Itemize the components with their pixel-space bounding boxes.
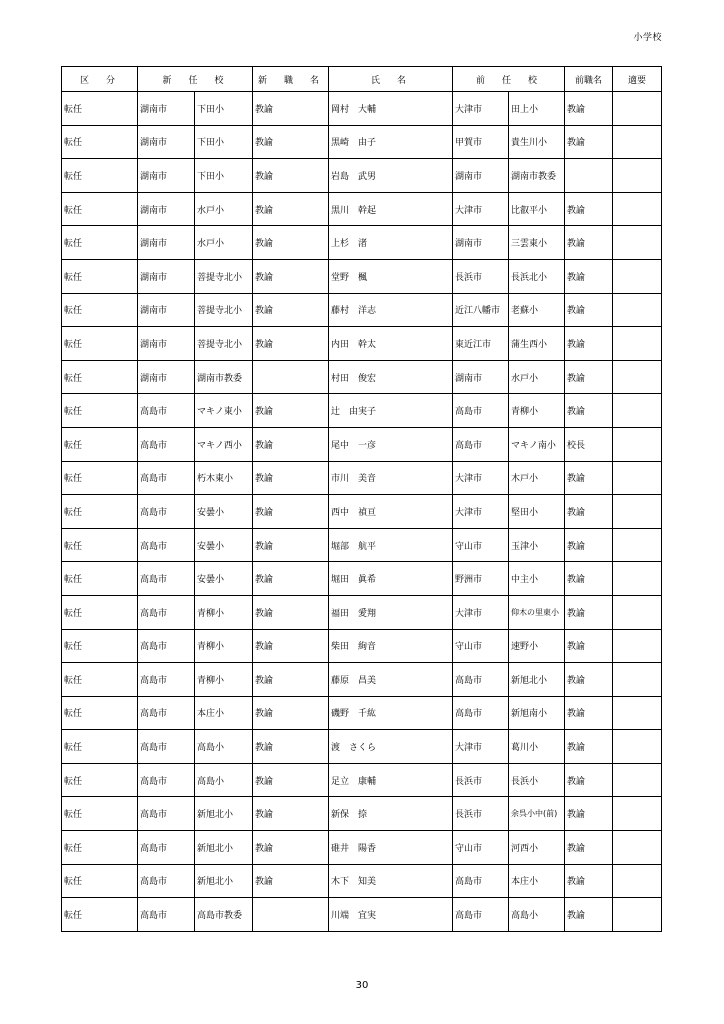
cell-remarks <box>613 92 662 126</box>
cell-remarks <box>613 293 662 327</box>
cell-previous-city: 東近江市 <box>453 327 509 361</box>
cell-previous-city: 湖南市 <box>453 360 509 394</box>
cell-name: 村田 俊宏 <box>329 360 453 394</box>
cell-previous-city: 湖南市 <box>453 159 509 193</box>
cell-category: 転任 <box>62 293 138 327</box>
cell-new-school: 高島小 <box>195 763 253 797</box>
table-row <box>62 293 662 327</box>
column-header-new-school: 新 任 校 <box>138 67 253 92</box>
cell-previous-city: 大津市 <box>453 192 509 226</box>
cell-new-school: 湖南市教委 <box>195 360 253 394</box>
table-row <box>62 495 662 529</box>
cell-new-school: 菩提寺北小 <box>195 327 253 361</box>
cell-category: 転任 <box>62 92 138 126</box>
table-body <box>62 92 662 932</box>
cell-name: 黒崎 由子 <box>329 125 453 159</box>
cell-new-school: 高島小 <box>195 730 253 764</box>
personnel-transfer-table <box>61 66 662 932</box>
cell-previous-position: 教諭 <box>565 864 613 898</box>
cell-new-position: 教諭 <box>253 495 329 529</box>
table-row <box>62 797 662 831</box>
cell-previous-school: 堅田小 <box>509 495 565 529</box>
cell-name: 新保 捺 <box>329 797 453 831</box>
cell-remarks <box>613 898 662 932</box>
cell-new-position: 教諭 <box>253 797 329 831</box>
column-header-name: 氏 名 <box>329 67 453 92</box>
cell-name: 堂野 楓 <box>329 259 453 293</box>
cell-previous-school: 三雲東小 <box>509 226 565 260</box>
table-row <box>62 696 662 730</box>
cell-remarks <box>613 864 662 898</box>
cell-category: 転任 <box>62 394 138 428</box>
table-row <box>62 394 662 428</box>
cell-remarks <box>613 226 662 260</box>
cell-new-school: 高島市教委 <box>195 898 253 932</box>
cell-previous-school: 水戸小 <box>509 360 565 394</box>
cell-previous-school: 余呉小中(前) <box>509 797 565 831</box>
cell-remarks <box>613 797 662 831</box>
cell-new-city: 湖南市 <box>138 259 195 293</box>
cell-new-position: 教諭 <box>253 159 329 193</box>
cell-previous-position: 教諭 <box>565 360 613 394</box>
cell-new-school: 安曇小 <box>195 495 253 529</box>
cell-previous-city: 高島市 <box>453 663 509 697</box>
cell-new-position: 教諭 <box>253 763 329 797</box>
cell-category: 転任 <box>62 528 138 562</box>
cell-name: 西中 禎亘 <box>329 495 453 529</box>
table-row <box>62 92 662 126</box>
cell-name: 足立 康輔 <box>329 763 453 797</box>
cell-new-city: 高島市 <box>138 461 195 495</box>
cell-previous-position: 教諭 <box>565 663 613 697</box>
cell-remarks <box>613 562 662 596</box>
column-header-category: 区 分 <box>62 67 138 92</box>
cell-category: 転任 <box>62 730 138 764</box>
cell-previous-school: 蒲生西小 <box>509 327 565 361</box>
cell-new-position: 教諭 <box>253 259 329 293</box>
cell-category: 転任 <box>62 763 138 797</box>
cell-name: 福田 愛翔 <box>329 595 453 629</box>
cell-name: 岩島 武男 <box>329 159 453 193</box>
cell-category: 転任 <box>62 360 138 394</box>
cell-new-position: 教諭 <box>253 427 329 461</box>
cell-category: 転任 <box>62 663 138 697</box>
cell-name: 渡 さくら <box>329 730 453 764</box>
cell-previous-school: 貴生川小 <box>509 125 565 159</box>
cell-previous-position: 教諭 <box>565 595 613 629</box>
table-row <box>62 763 662 797</box>
column-header-new-position: 新 職 名 <box>253 67 329 92</box>
cell-category: 転任 <box>62 125 138 159</box>
cell-previous-position: 教諭 <box>565 394 613 428</box>
cell-previous-school: 葛川小 <box>509 730 565 764</box>
cell-new-city: 高島市 <box>138 763 195 797</box>
cell-category: 転任 <box>62 797 138 831</box>
cell-new-school: マキノ東小 <box>195 394 253 428</box>
cell-previous-position: 教諭 <box>565 629 613 663</box>
cell-new-city: 湖南市 <box>138 293 195 327</box>
cell-previous-position: 教諭 <box>565 562 613 596</box>
cell-category: 転任 <box>62 226 138 260</box>
cell-previous-city: 大津市 <box>453 495 509 529</box>
cell-previous-school: 中主小 <box>509 562 565 596</box>
table-row <box>62 159 662 193</box>
table-row <box>62 427 662 461</box>
cell-name: 川端 宜実 <box>329 898 453 932</box>
cell-new-position: 教諭 <box>253 696 329 730</box>
cell-new-position: 教諭 <box>253 327 329 361</box>
cell-previous-school: 本庄小 <box>509 864 565 898</box>
cell-new-position: 教諭 <box>253 293 329 327</box>
cell-previous-position: 教諭 <box>565 730 613 764</box>
cell-previous-position: 教諭 <box>565 293 613 327</box>
cell-remarks <box>613 125 662 159</box>
cell-previous-position: 教諭 <box>565 763 613 797</box>
cell-remarks <box>613 327 662 361</box>
cell-previous-school: 木戸小 <box>509 461 565 495</box>
cell-previous-school: 長浜小 <box>509 763 565 797</box>
cell-new-school: 青柳小 <box>195 595 253 629</box>
cell-previous-city: 野洲市 <box>453 562 509 596</box>
cell-new-city: 高島市 <box>138 696 195 730</box>
cell-category: 転任 <box>62 831 138 865</box>
cell-previous-position: 教諭 <box>565 831 613 865</box>
cell-previous-city: 守山市 <box>453 629 509 663</box>
cell-category: 転任 <box>62 864 138 898</box>
column-header-previous-school: 前 任 校 <box>453 67 565 92</box>
cell-new-city: 高島市 <box>138 562 195 596</box>
cell-previous-city: 湖南市 <box>453 226 509 260</box>
cell-new-position: 教諭 <box>253 864 329 898</box>
table-row <box>62 192 662 226</box>
cell-previous-school: 新旭南小 <box>509 696 565 730</box>
cell-previous-school: 田上小 <box>509 92 565 126</box>
school-category-label: 小学校 <box>633 33 662 43</box>
cell-previous-school: マキノ南小 <box>509 427 565 461</box>
cell-name: 堀部 航平 <box>329 528 453 562</box>
cell-new-school: 朽木東小 <box>195 461 253 495</box>
cell-name: 藤原 昌美 <box>329 663 453 697</box>
column-header-previous-position: 前職名 <box>565 67 613 92</box>
cell-new-school: 新旭北小 <box>195 797 253 831</box>
cell-previous-position: 校長 <box>565 427 613 461</box>
cell-previous-position: 教諭 <box>565 192 613 226</box>
table-row <box>62 226 662 260</box>
cell-previous-city: 近江八幡市 <box>453 293 509 327</box>
cell-new-city: 高島市 <box>138 663 195 697</box>
cell-new-school: 水戸小 <box>195 192 253 226</box>
cell-previous-position: 教諭 <box>565 125 613 159</box>
cell-remarks <box>613 595 662 629</box>
cell-new-position: 教諭 <box>253 461 329 495</box>
cell-remarks <box>613 528 662 562</box>
cell-category: 転任 <box>62 159 138 193</box>
cell-new-city: 高島市 <box>138 864 195 898</box>
cell-previous-school: 河西小 <box>509 831 565 865</box>
cell-previous-school: 長浜北小 <box>509 259 565 293</box>
cell-new-position: 教諭 <box>253 595 329 629</box>
cell-previous-position: 教諭 <box>565 898 613 932</box>
cell-name: 木下 知美 <box>329 864 453 898</box>
cell-new-city: 湖南市 <box>138 125 195 159</box>
cell-new-position: 教諭 <box>253 125 329 159</box>
cell-name: 藤村 洋志 <box>329 293 453 327</box>
cell-new-school: 下田小 <box>195 92 253 126</box>
cell-previous-position: 教諭 <box>565 92 613 126</box>
cell-previous-position: 教諭 <box>565 696 613 730</box>
cell-new-school: 水戸小 <box>195 226 253 260</box>
cell-new-school: 新旭北小 <box>195 864 253 898</box>
cell-previous-position <box>565 159 613 193</box>
table-row <box>62 898 662 932</box>
cell-remarks <box>613 394 662 428</box>
cell-previous-city: 大津市 <box>453 595 509 629</box>
cell-name: 岡村 大輔 <box>329 92 453 126</box>
cell-name: 辻 由実子 <box>329 394 453 428</box>
cell-new-school: 青柳小 <box>195 663 253 697</box>
cell-previous-city: 高島市 <box>453 696 509 730</box>
cell-previous-position: 教諭 <box>565 495 613 529</box>
column-header-remarks: 適要 <box>613 67 662 92</box>
cell-remarks <box>613 763 662 797</box>
table-header-row <box>62 67 662 92</box>
cell-category: 転任 <box>62 898 138 932</box>
cell-category: 転任 <box>62 259 138 293</box>
table-row <box>62 864 662 898</box>
cell-name: 碓井 陽香 <box>329 831 453 865</box>
cell-new-school: 青柳小 <box>195 629 253 663</box>
cell-previous-school: 青柳小 <box>509 394 565 428</box>
cell-new-city: 湖南市 <box>138 159 195 193</box>
cell-name: 磯野 千紘 <box>329 696 453 730</box>
table-row <box>62 360 662 394</box>
cell-category: 転任 <box>62 562 138 596</box>
cell-previous-city: 長浜市 <box>453 763 509 797</box>
cell-new-position: 教諭 <box>253 226 329 260</box>
cell-new-school: 安曇小 <box>195 528 253 562</box>
cell-previous-position: 教諭 <box>565 461 613 495</box>
cell-previous-city: 長浜市 <box>453 259 509 293</box>
cell-new-school: マキノ西小 <box>195 427 253 461</box>
cell-remarks <box>613 461 662 495</box>
cell-remarks <box>613 192 662 226</box>
cell-new-position: 教諭 <box>253 562 329 596</box>
cell-new-position: 教諭 <box>253 394 329 428</box>
cell-previous-city: 大津市 <box>453 461 509 495</box>
cell-name: 堀田 眞希 <box>329 562 453 596</box>
cell-new-school: 安曇小 <box>195 562 253 596</box>
cell-previous-school: 新旭北小 <box>509 663 565 697</box>
cell-previous-city: 大津市 <box>453 92 509 126</box>
table-row <box>62 562 662 596</box>
cell-remarks <box>613 730 662 764</box>
table-row <box>62 663 662 697</box>
cell-category: 転任 <box>62 696 138 730</box>
cell-new-city: 湖南市 <box>138 92 195 126</box>
cell-remarks <box>613 360 662 394</box>
cell-previous-city: 大津市 <box>453 730 509 764</box>
cell-previous-city: 高島市 <box>453 427 509 461</box>
cell-previous-school: 高島小 <box>509 898 565 932</box>
cell-name: 内田 幹太 <box>329 327 453 361</box>
cell-new-city: 湖南市 <box>138 192 195 226</box>
cell-category: 転任 <box>62 629 138 663</box>
cell-remarks <box>613 495 662 529</box>
table-row <box>62 528 662 562</box>
cell-name: 黒川 幹起 <box>329 192 453 226</box>
cell-remarks <box>613 427 662 461</box>
cell-previous-city: 高島市 <box>453 864 509 898</box>
table-row <box>62 125 662 159</box>
cell-remarks <box>613 663 662 697</box>
cell-new-school: 新旭北小 <box>195 831 253 865</box>
cell-new-position: 教諭 <box>253 528 329 562</box>
cell-previous-position: 教諭 <box>565 528 613 562</box>
cell-remarks <box>613 629 662 663</box>
cell-new-city: 湖南市 <box>138 327 195 361</box>
table-row <box>62 629 662 663</box>
cell-category: 転任 <box>62 192 138 226</box>
cell-category: 転任 <box>62 427 138 461</box>
cell-previous-city: 高島市 <box>453 394 509 428</box>
table-row <box>62 595 662 629</box>
cell-previous-school: 湖南市教委 <box>509 159 565 193</box>
cell-new-school: 本庄小 <box>195 696 253 730</box>
cell-new-city: 高島市 <box>138 427 195 461</box>
table-row <box>62 461 662 495</box>
cell-name: 市川 美音 <box>329 461 453 495</box>
page-number: 30 <box>355 980 369 991</box>
cell-previous-school: 速野小 <box>509 629 565 663</box>
cell-previous-school: 玉津小 <box>509 528 565 562</box>
cell-new-city: 高島市 <box>138 495 195 529</box>
cell-new-city: 湖南市 <box>138 226 195 260</box>
cell-previous-city: 長浜市 <box>453 797 509 831</box>
cell-previous-city: 守山市 <box>453 831 509 865</box>
cell-category: 転任 <box>62 327 138 361</box>
table-row <box>62 831 662 865</box>
cell-new-position: 教諭 <box>253 192 329 226</box>
cell-category: 転任 <box>62 595 138 629</box>
cell-previous-school: 老蘇小 <box>509 293 565 327</box>
cell-new-city: 高島市 <box>138 394 195 428</box>
cell-remarks <box>613 259 662 293</box>
cell-category: 転任 <box>62 495 138 529</box>
cell-new-position <box>253 360 329 394</box>
cell-new-city: 高島市 <box>138 898 195 932</box>
cell-new-school: 下田小 <box>195 159 253 193</box>
cell-new-city: 高島市 <box>138 797 195 831</box>
cell-previous-city: 守山市 <box>453 528 509 562</box>
cell-previous-position: 教諭 <box>565 327 613 361</box>
table-row <box>62 259 662 293</box>
cell-new-position: 教諭 <box>253 629 329 663</box>
cell-previous-position: 教諭 <box>565 226 613 260</box>
cell-new-city: 高島市 <box>138 595 195 629</box>
cell-name: 柴田 絢音 <box>329 629 453 663</box>
cell-previous-school: 仰木の里東小 <box>509 595 565 629</box>
cell-new-position <box>253 898 329 932</box>
cell-new-position: 教諭 <box>253 831 329 865</box>
cell-previous-school: 比叡平小 <box>509 192 565 226</box>
cell-new-city: 湖南市 <box>138 360 195 394</box>
cell-name: 上杉 渚 <box>329 226 453 260</box>
cell-new-school: 菩提寺北小 <box>195 293 253 327</box>
cell-remarks <box>613 831 662 865</box>
cell-new-city: 高島市 <box>138 528 195 562</box>
cell-new-position: 教諭 <box>253 92 329 126</box>
cell-previous-city: 高島市 <box>453 898 509 932</box>
cell-previous-position: 教諭 <box>565 797 613 831</box>
cell-remarks <box>613 159 662 193</box>
table-row <box>62 730 662 764</box>
cell-new-school: 下田小 <box>195 125 253 159</box>
table-row <box>62 327 662 361</box>
cell-previous-city: 甲賀市 <box>453 125 509 159</box>
cell-new-city: 高島市 <box>138 730 195 764</box>
cell-new-city: 高島市 <box>138 629 195 663</box>
cell-remarks <box>613 696 662 730</box>
cell-new-city: 高島市 <box>138 831 195 865</box>
cell-new-position: 教諭 <box>253 730 329 764</box>
cell-category: 転任 <box>62 461 138 495</box>
cell-new-position: 教諭 <box>253 663 329 697</box>
cell-name: 尾中 一彦 <box>329 427 453 461</box>
cell-previous-position: 教諭 <box>565 259 613 293</box>
cell-new-school: 菩提寺北小 <box>195 259 253 293</box>
